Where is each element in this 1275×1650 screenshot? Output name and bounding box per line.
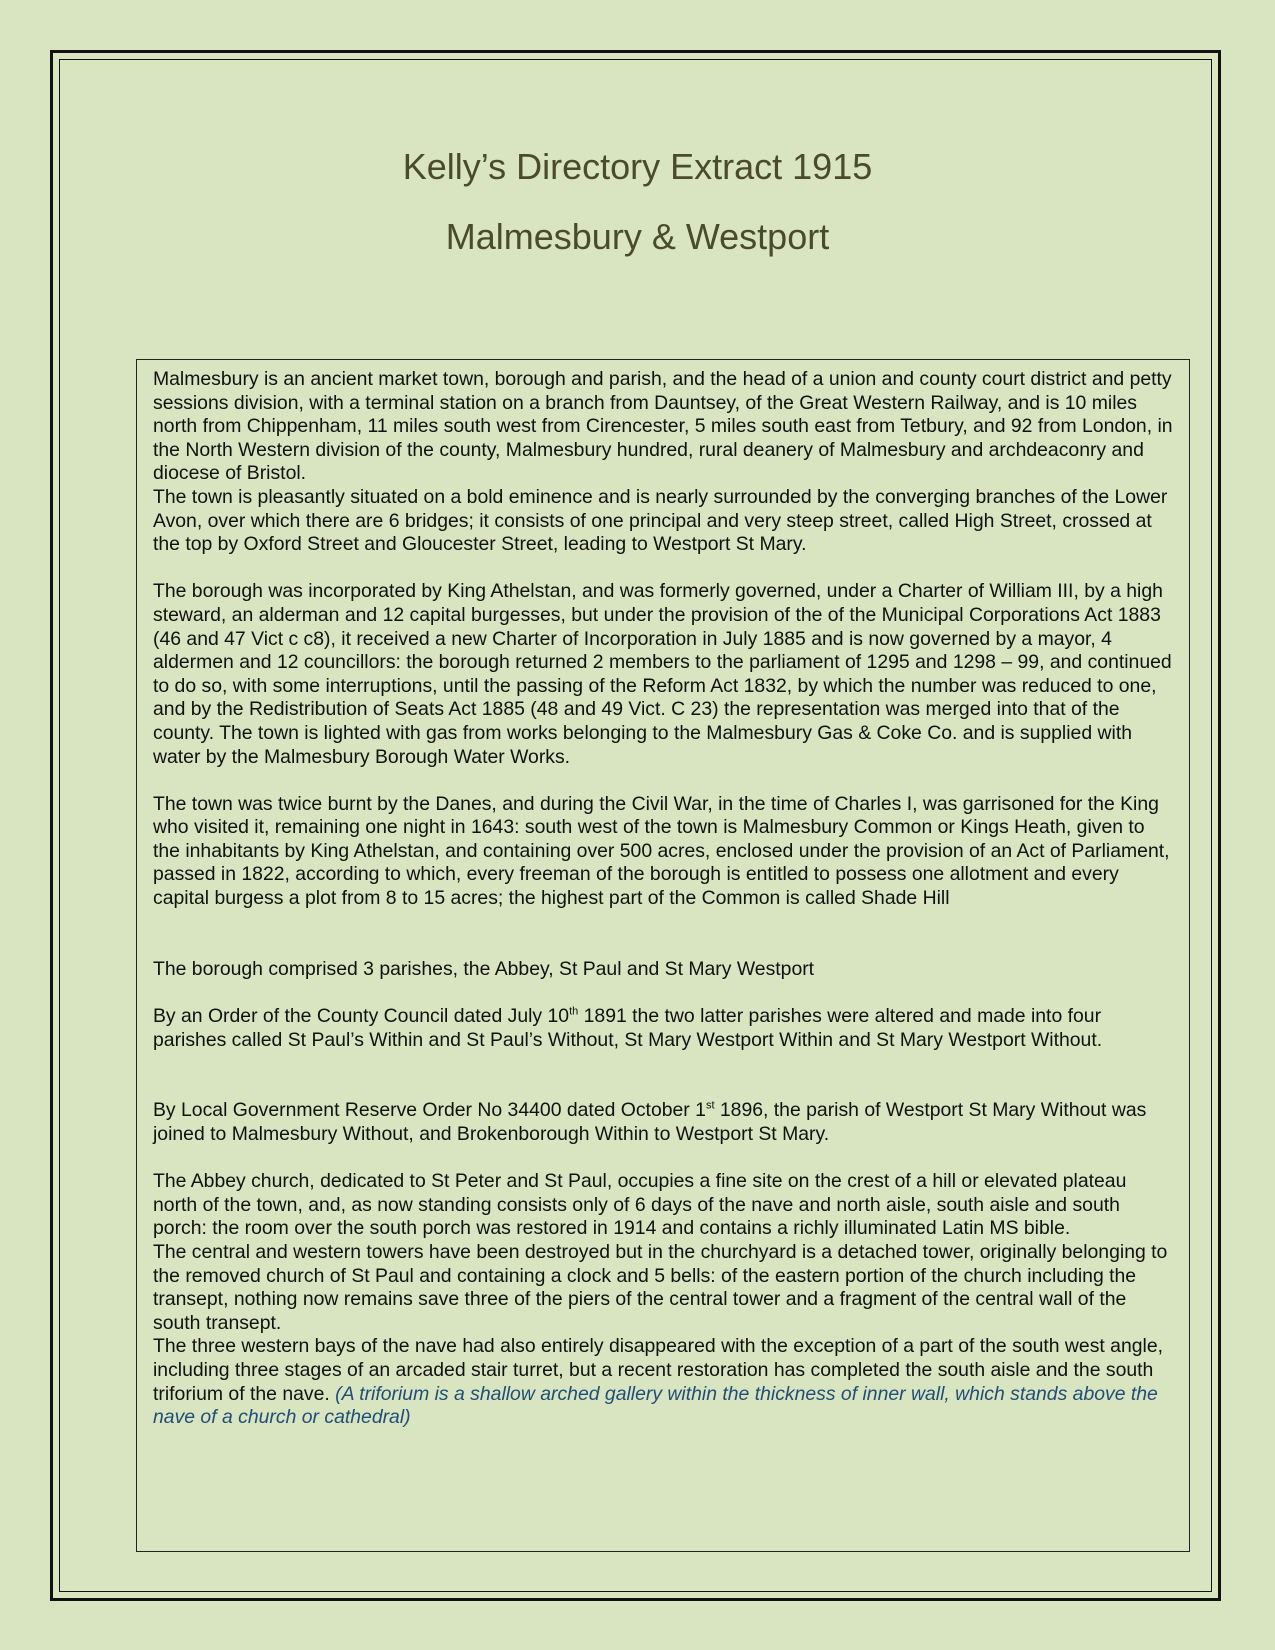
paragraph-abbey-church: The Abbey church, dedicated to St Peter and St Paul, occupies a fine site on the crest of a hill or elevated plateau north of the town, and, as now standing consists only of 6 days of the nave and north aisle, south aisle and south porch: the room over the south porch was restored in 1914 and contains a richly illuminated Latin MS bible. [153,1170,1127,1240]
ordinal-superscript: th [569,1005,579,1018]
paragraph-spacer [153,769,1175,793]
paragraph-parishes: The borough comprised 3 parishes, the Abbey, St Paul and St Mary Westport [153,957,815,980]
paragraph-borough-history: The borough was incorporated by King Athelstan, and was formerly governed, under a Charter of William III, by a high steward, an alderman and 12 capital burgesses, but under the provision of the of the Municipal Corporations Act 1883 (46 and 47 Vict c c8), it received a new Charter of Incorporation in July 1885 and is now governed by a mayor, 4 aldermen and 12 councillors: the borough returned 2 members to the parliament of 1295 and 1298 – 99, and continued to do so, with some interruptions, until the passing of the Reform Act 1832, by which the number was reduced to one, and by the Redistribution of Seats Act 1885 (48 and 49 Vict. C 23) the representation was merged into that of the county. The town is lighted with gas from works belonging to the Malmesbury Gas & Coke Co. and is supplied with water by the Malmesbury Borough Water Works. [153,580,1172,768]
paragraph-spacer [153,911,1175,958]
paragraph-county-order: By an Order of the County Council dated July 10th 1891 the two latter parishes were altered and made into four parishes called St Paul’s Within and St Paul’s Without, St Mary Westport Within and St Mary Westport Without. [153,1005,1103,1051]
paragraph-towers: The central and western towers have been destroyed but in the churchyard is a detached tower, originally belonging to the removed church of St Paul and containing a clock and 5 bells: of the eastern portion of the church including the transept, nothing now remains save three of the piers of the central tower and a fragment of the central wall of the south transept. [153,1240,1168,1334]
ordinal-superscript: st [705,1099,715,1112]
paragraph-location: Malmesbury is an ancient market town, borough and parish, and the head of a union and county court district and petty sessions division, with a terminal station on a branch from Dauntsey, of the Great Western Railway, and is 10 miles north from Chippenham, 11 miles south west from Cirencester, 5 miles south east from Tetbury, and 92 from London, in the North Western division of the county, Malmesbury hundred, rural deanery of Malmesbury and archdeaconry and diocese of Bristol. [153,368,1173,485]
paragraph-situation: The town is pleasantly situated on a bold eminence and is nearly surrounded by the converging branches of the Lower Avon, over which there are 6 bridges; it consists of one principal and very steep street, called High Street, crossed at the top by Oxford Street and Gloucester Street, leading to Westport St Mary. [153,485,1168,556]
paragraph-spacer [153,981,1175,1005]
paragraph-nave: The three western bays of the nave had also entirely disappeared with the exception of a part of the south west angle, including three stages of an arcaded stair turret, but a recent restoration has completed the south aisle and the south triforium of the nave. (A triforium is a shallow arched gallery within the thickness of inner wall, which stands above the nave of a church or cathedral) [153,1335,1164,1429]
document-title: Kelly’s Directory Extract 1915 [402,146,873,187]
triforium-note: (A triforium is a shallow arched gallery within the thickness of inner wall, which stands above the nave of a church or cathedral) [153,1382,1158,1429]
paragraph-spacer [153,557,1175,581]
directory-text-box [136,359,1190,1552]
paragraph-spacer [153,1147,1175,1171]
document-subtitle: Malmesbury & Westport [445,216,830,257]
paragraph-local-government-order: By Local Government Reserve Order No 34400 dated October 1st 1896, the parish of Westport St Mary Without was joined to Malmesbury Without, and Brokenborough Within to Westport St Mary. [153,1099,1147,1145]
paragraph-civil-war: The town was twice burnt by the Danes, and during the Civil War, in the time of Charles I, was garrisoned for the King who visited it, remaining one night in 1643: south west of the town is Malmesbury Common or Kings Heath, given to the inhabitants by King Athelstan, and containing over 500 acres, enclosed under the provision of an Act of Parliament, passed in 1822, according to which, every freeman of the borough is entitled to possess one allotment and every capital burgess a plot from 8 to 15 acres; the highest part of the Common is called Shade Hill [153,792,1170,910]
paragraph-spacer [153,1052,1175,1099]
